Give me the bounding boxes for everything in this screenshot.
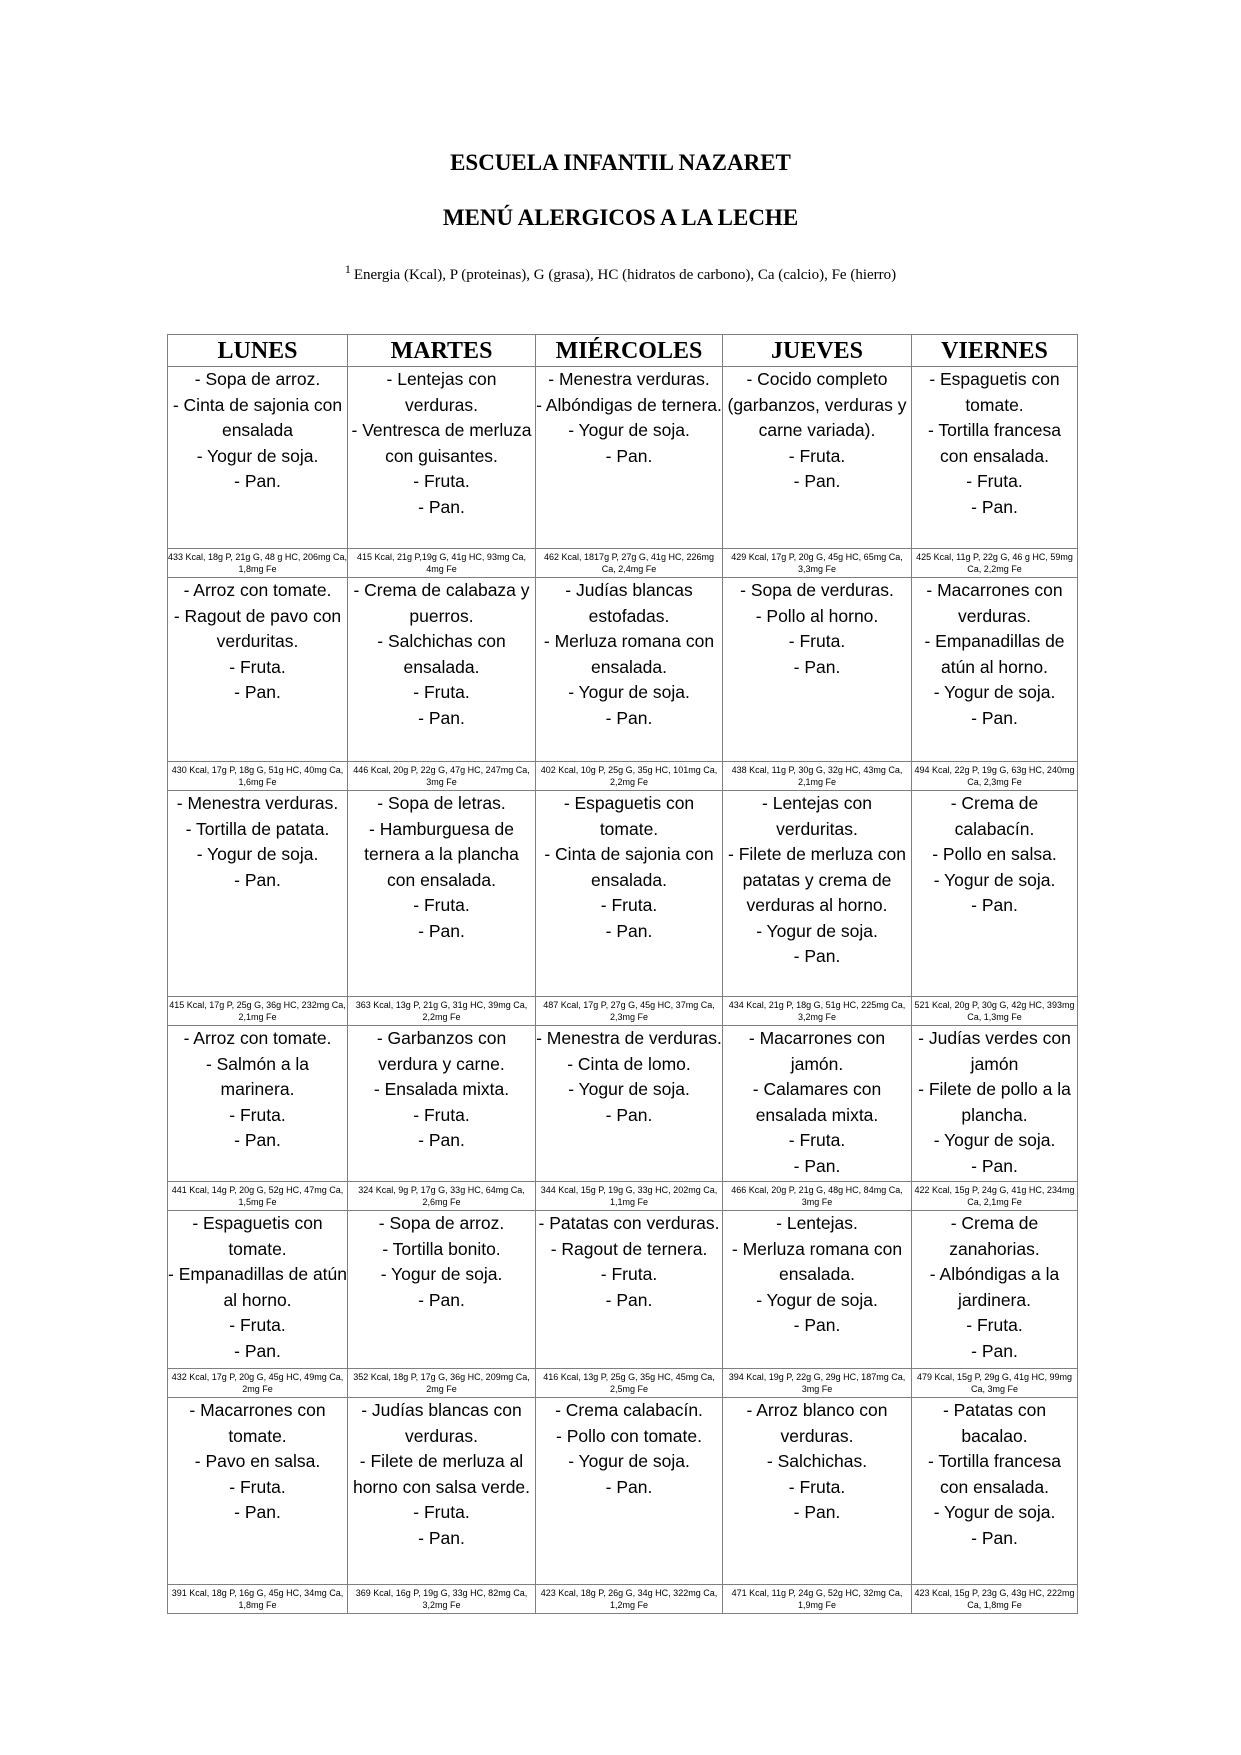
meal-item: - Macarrones con tomate.	[189, 1400, 326, 1446]
meal-item: - Garbanzos con verdura y carne.	[376, 1028, 507, 1074]
nutrition-cell: 369 Kcal, 16g P, 19g G, 33g HC, 82mg Ca, 3,2mg Fe	[348, 1585, 536, 1614]
day-header-martes: MARTES	[348, 335, 536, 367]
nutrition-cell: 438 Kcal, 11g P, 30g G, 32g HC, 43mg Ca, 2,1mg Fe	[723, 762, 912, 791]
meal-item: - Pollo en salsa.	[932, 844, 1057, 864]
meal-cell	[168, 578, 348, 762]
meal-item: - Pan.	[971, 496, 1018, 517]
meal-item: - Pavo en salsa.	[194, 1451, 321, 1471]
day-header-lunes: LUNES	[168, 335, 348, 367]
meal-cell	[536, 578, 723, 762]
meal-row	[168, 578, 1078, 762]
meal-item: - Pan.	[793, 656, 841, 677]
meal-item: - Fruta.	[600, 1264, 658, 1284]
meal-item: - Filete de pollo a la plancha.	[918, 1079, 1071, 1125]
meal-item: - Pan.	[234, 1502, 281, 1522]
meal-item: - Merluza romana con ensalada.	[731, 1238, 903, 1284]
nutrition-row	[168, 549, 1078, 578]
nutrition-cell: 466 Kcal, 20g P, 21g G, 48g HC, 84mg Ca, 3mg Fe	[723, 1182, 912, 1211]
nutrition-row	[168, 1182, 1078, 1211]
meal-item: - Pan.	[971, 1155, 1018, 1176]
meal-item: - Calamares con ensalada mixta.	[752, 1079, 882, 1125]
menu-table	[167, 334, 1078, 1614]
meal-item: - Fruta.	[966, 1315, 1023, 1335]
meal-item: - Pan.	[418, 1130, 465, 1150]
nutrition-cell: 462 Kcal, 1817g P, 27g G, 41g HC, 226mg Ca, 2,4mg Fe	[536, 549, 723, 578]
meal-item: - Cinta de lomo.	[567, 1053, 691, 1074]
meal-item: - Lentejas con verduras.	[386, 369, 497, 415]
meal-item: - Pan.	[418, 920, 465, 941]
meal-item: - Pan.	[605, 707, 653, 728]
nutrition-row	[168, 1369, 1078, 1398]
meal-item: - Filete de merluza con patatas y crema de verduras al horno.	[728, 844, 906, 915]
meal-item: - Yogur de soja.	[933, 1502, 1056, 1522]
meal-item: - Fruta.	[966, 471, 1023, 491]
meal-item: - Menestra verduras.	[548, 369, 710, 389]
meal-cell	[723, 791, 912, 997]
meal-item: - Salchichas con ensalada.	[377, 631, 506, 677]
school-name: ESCUELA INFANTIL NAZARET	[450, 150, 791, 175]
meal-item: - Patatas con bacalao.	[942, 1400, 1047, 1446]
meal-cell	[723, 367, 912, 549]
nutrition-row	[168, 1585, 1078, 1614]
meal-row	[168, 1026, 1078, 1182]
meal-item: - Pan.	[793, 471, 841, 491]
nutrition-cell: 432 Kcal, 17g P, 20g G, 45g HC, 49mg Ca, 2mg Fe	[168, 1369, 348, 1398]
meal-item: - Fruta.	[788, 1130, 846, 1150]
meal-item: - Lentejas.	[776, 1213, 858, 1233]
nutrition-cell: 487 Kcal, 17g P, 27g G, 45g HC, 37mg Ca, 2,3mg Fe	[536, 997, 723, 1026]
meal-item: - Pan.	[234, 869, 281, 890]
meal-item: - Salmón a la marinera.	[205, 1053, 310, 1099]
nutrition-cell: 521 Kcal, 20g P, 30g G, 42g HC, 393mg Ca, 1,3mg Fe	[912, 997, 1078, 1026]
meal-item: - Yogur de soja.	[568, 420, 690, 440]
meal-item: - Tortilla bonito.	[382, 1238, 501, 1259]
meal-row	[168, 367, 1078, 549]
meal-cell	[912, 1398, 1078, 1585]
meal-item: - Pan.	[793, 1315, 841, 1335]
meal-cell	[536, 791, 723, 997]
meal-item: - Tortilla de patata.	[185, 818, 330, 839]
nutrition-cell: 433 Kcal, 18g P, 21g G, 48 g HC, 206mg Ca, 1,8mg Fe	[168, 549, 348, 578]
meal-cell	[536, 1026, 723, 1182]
nutrition-cell: 423 Kcal, 18g P, 26g G, 34g HC, 322mg Ca, 1,2mg Fe	[536, 1585, 723, 1614]
meal-item: - Yogur de soja.	[196, 445, 319, 466]
meal-item: - Pollo al horno.	[755, 605, 879, 626]
meal-item: - Pan.	[605, 1476, 653, 1497]
nutrition-cell: 415 Kcal, 21g P,19g G, 41g HC, 93mg Ca, 4mg Fe	[348, 549, 536, 578]
nutrition-cell: 391 Kcal, 18g P, 16g G, 45g HC, 34mg Ca, 1,8mg Fe	[168, 1585, 348, 1614]
meal-item: - Yogur de soja.	[933, 1130, 1056, 1150]
meal-cell	[536, 367, 723, 549]
meal-item: - Fruta.	[229, 1476, 286, 1497]
meal-item: - Fruta.	[788, 1476, 846, 1497]
meal-item: - Yogur de soja.	[568, 1451, 690, 1471]
nutrition-cell: 416 Kcal, 13g P, 25g G, 35g HC, 45mg Ca, 2,5mg Fe	[536, 1369, 723, 1398]
nutrition-cell: 363 Kcal, 13g P, 21g G, 31g HC, 39mg Ca, 2,2mg Fe	[348, 997, 536, 1026]
meal-item: - Pan.	[793, 946, 841, 966]
meal-cell	[348, 1026, 536, 1182]
footnote-text: Energia (Kcal), P (proteinas), G (grasa), HC (hidratos de carbono), Ca (calcio), Fe (hierro)	[353, 267, 897, 283]
nutrition-cell: 430 Kcal, 17g P, 18g G, 51g HC, 40mg Ca, 1,6mg Fe	[168, 762, 348, 791]
meal-item: - Pan.	[793, 1155, 841, 1176]
meal-item: - Cocido completo (garbanzos, verduras y carne variada).	[727, 369, 907, 440]
meal-item: - Yogur de soja.	[756, 1289, 878, 1310]
meal-cell	[168, 1211, 348, 1369]
meal-item: - Ragout de pavo con verduritas.	[173, 605, 342, 651]
nutrition-cell: 352 Kcal, 18g P, 17g G, 36g HC, 209mg Ca, 2mg Fe	[348, 1369, 536, 1398]
nutrition-footnote	[0, 262, 1241, 284]
meal-cell	[723, 1211, 912, 1369]
meal-cell	[168, 1026, 348, 1182]
menu-body	[168, 367, 1078, 1614]
meal-item: - Menestra de verduras.	[536, 1028, 722, 1048]
meal-item: - Lentejas con verduritas.	[762, 793, 872, 839]
meal-item: - Fruta.	[229, 1315, 286, 1335]
meal-item: - Sopa de letras.	[377, 793, 506, 813]
meal-item: - Fruta.	[413, 895, 470, 915]
meal-item: - Cinta de sajonia con ensalada	[172, 394, 343, 440]
meal-item: - Fruta.	[413, 471, 470, 491]
meal-item: - Yogur de soja.	[568, 1079, 690, 1099]
meal-cell	[348, 578, 536, 762]
meal-item: - Pan.	[418, 496, 465, 517]
meal-item: - Yogur de soja.	[756, 920, 878, 941]
meal-cell	[723, 578, 912, 762]
meal-item: - Salchichas.	[766, 1451, 868, 1471]
meal-cell	[912, 367, 1078, 549]
meal-item: - Empanadillas de atún al horno.	[924, 631, 1065, 677]
meal-item: - Espaguetis con tomate.	[929, 369, 1060, 415]
meal-item: - Pan.	[605, 920, 653, 941]
meal-item: - Patatas con verduras.	[538, 1213, 720, 1233]
meal-item: - Tortilla francesa con ensalada.	[928, 1451, 1061, 1497]
meal-item: - Fruta.	[413, 1104, 470, 1125]
meal-item: - Macarrones con verduras.	[926, 580, 1063, 626]
meal-cell	[348, 791, 536, 997]
nutrition-row	[168, 997, 1078, 1026]
meal-item: - Crema de zanahorias.	[949, 1213, 1040, 1259]
meal-item: - Sopa de arroz.	[194, 369, 321, 389]
meal-item: - Arroz con tomate.	[183, 580, 332, 600]
day-header-jueves: JUEVES	[723, 335, 912, 367]
meal-item: - Fruta.	[413, 682, 470, 702]
meal-item: - Arroz blanco con verduras.	[746, 1400, 888, 1446]
nutrition-cell: 344 Kcal, 15g P, 19g G, 33g HC, 202mg Ca, 1,1mg Fe	[536, 1182, 723, 1211]
meal-item: - Pan.	[605, 445, 653, 466]
nutrition-cell: 434 Kcal, 21g P, 18g G, 51g HC, 225mg Ca, 3,2mg Fe	[723, 997, 912, 1026]
meal-item: - Empanadillas de atún al horno.	[168, 1264, 347, 1310]
meal-item: - Menestra verduras.	[176, 793, 339, 813]
meal-item: - Ragout de ternera.	[550, 1238, 708, 1259]
nutrition-cell: 423 Kcal, 15g P, 23g G, 43g HC, 222mg Ca, 1,8mg Fe	[912, 1585, 1078, 1614]
meal-cell	[168, 367, 348, 549]
meal-item: - Tortilla francesa con ensalada.	[928, 420, 1061, 466]
meal-item: - Sopa de arroz.	[378, 1213, 505, 1233]
meal-item: - Pan.	[605, 1104, 653, 1125]
meal-cell	[912, 578, 1078, 762]
meal-cell	[912, 791, 1078, 997]
meal-item: - Fruta.	[229, 1104, 286, 1125]
meal-item: - Crema calabacín.	[555, 1400, 703, 1420]
day-header-viernes: VIERNES	[912, 335, 1078, 367]
meal-item: - Hamburguesa de ternera a la plancha con ensalada.	[364, 818, 519, 890]
nutrition-cell: 471 Kcal, 11g P, 24g G, 52g HC, 32mg Ca, 1,9mg Fe	[723, 1585, 912, 1614]
meal-item: - Pan.	[418, 1527, 465, 1548]
nutrition-cell: 479 Kcal, 15g P, 29g G, 41g HC, 99mg Ca, 3mg Fe	[912, 1369, 1078, 1398]
meal-item: - Fruta.	[229, 656, 286, 677]
meal-item: - Judías blancas con verduras.	[361, 1400, 522, 1446]
meal-item: - Fruta.	[788, 445, 846, 466]
meal-item: - Fruta.	[413, 1502, 470, 1522]
meal-item: - Yogur de soja.	[380, 1264, 503, 1284]
day-header-miercoles: MIÉRCOLES	[536, 335, 723, 367]
meal-item: - Espaguetis con tomate.	[563, 793, 695, 839]
meal-row	[168, 791, 1078, 997]
meal-item: - Cinta de sajonia con ensalada.	[544, 844, 714, 890]
meal-cell	[912, 1211, 1078, 1369]
meal-item: - Pan.	[418, 1289, 465, 1310]
meal-item: - Ensalada mixta.	[373, 1079, 510, 1099]
meal-item: - Pan.	[234, 1340, 281, 1361]
meal-item: - Pan.	[793, 1502, 841, 1522]
nutrition-cell: 324 Kcal, 9g P, 17g G, 33g HC, 64mg Ca, 2,6mg Fe	[348, 1182, 536, 1211]
meal-cell	[536, 1398, 723, 1585]
meal-item: - Fruta.	[788, 631, 846, 651]
nutrition-cell: 429 Kcal, 17g P, 20g G, 45g HC, 65mg Ca, 3,3mg Fe	[723, 549, 912, 578]
nutrition-cell: 415 Kcal, 17g P, 25g G, 36g HC, 232mg Ca, 2,1mg Fe	[168, 997, 348, 1026]
meal-item: - Pan.	[971, 1340, 1018, 1361]
menu-title: MENÚ ALERGICOS A LA LECHE	[442, 205, 799, 230]
meal-item: - Judías verdes con jamón	[918, 1028, 1071, 1074]
meal-item: - Pollo con tomate.	[556, 1425, 702, 1446]
meal-item: - Macarrones con jamón.	[748, 1028, 886, 1074]
meal-cell	[723, 1398, 912, 1585]
meal-item: - Judías blancas estofadas.	[565, 580, 693, 626]
meal-cell	[168, 1398, 348, 1585]
meal-item: - Filete de merluza al horno con salsa verde.	[352, 1451, 531, 1497]
meal-item: - Yogur de soja.	[933, 682, 1056, 702]
meal-item: - Arroz con tomate.	[183, 1028, 332, 1048]
meal-item: - Pan.	[418, 707, 465, 728]
meal-item: - Pan.	[971, 1527, 1018, 1548]
meal-item: - Albóndigas de ternera.	[536, 394, 722, 415]
meal-item: - Pan.	[234, 1130, 281, 1150]
nutrition-cell: 394 Kcal, 19g P, 22g G, 29g HC, 187mg Ca, 3mg Fe	[723, 1369, 912, 1398]
meal-item: - Pan.	[971, 707, 1018, 728]
footnote-mark: 1	[344, 262, 351, 276]
meal-item: - Pan.	[971, 895, 1018, 915]
meal-item: - Crema de calabaza y puerros.	[353, 580, 530, 626]
nutrition-cell: 422 Kcal, 15g P, 24g G, 41g HC, 234mg Ca, 2,1mg Fe	[912, 1182, 1078, 1211]
nutrition-cell: 425 Kcal, 11g P, 22g G, 46 g HC, 59mg Ca, 2,2mg Fe	[912, 549, 1078, 578]
meal-row	[168, 1398, 1078, 1585]
meal-item: - Yogur de soja.	[196, 844, 319, 864]
nutrition-cell: 446 Kcal, 20g P, 22g G, 47g HC, 247mg Ca, 3mg Fe	[348, 762, 536, 791]
nutrition-cell: 441 Kcal, 14g P, 20g G, 52g HC, 47mg Ca, 1,5mg Fe	[168, 1182, 348, 1211]
meal-item: - Pan.	[234, 471, 281, 491]
meal-row	[168, 1211, 1078, 1369]
meal-item: - Crema de calabacín.	[950, 793, 1039, 839]
day-header-row	[168, 335, 1078, 367]
meal-item: - Pan.	[234, 682, 281, 702]
meal-cell	[348, 1398, 536, 1585]
meal-item: - Albóndigas a la jardinera.	[929, 1264, 1060, 1310]
meal-cell	[348, 367, 536, 549]
nutrition-cell: 402 Kcal, 10g P, 25g G, 35g HC, 101mg Ca, 2,2mg Fe	[536, 762, 723, 791]
meal-item: - Merluza romana con ensalada.	[543, 631, 715, 677]
meal-item: - Pan.	[605, 1289, 653, 1310]
meal-item: - Ventresca de merluza con guisantes.	[351, 420, 532, 466]
meal-item: - Yogur de soja.	[568, 682, 690, 702]
nutrition-cell: 494 Kcal, 22g P, 19g G, 63g HC, 240mg Ca, 2,3mg Fe	[912, 762, 1078, 791]
meal-item: - Espaguetis con tomate.	[192, 1213, 323, 1259]
meal-cell	[912, 1026, 1078, 1182]
meal-item: - Yogur de soja.	[933, 869, 1056, 890]
meal-item: - Fruta.	[600, 895, 658, 915]
meal-cell	[723, 1026, 912, 1182]
meal-item: - Sopa de verduras.	[740, 580, 894, 600]
meal-cell	[168, 791, 348, 997]
meal-cell	[348, 1211, 536, 1369]
nutrition-row	[168, 762, 1078, 791]
meal-cell	[536, 1211, 723, 1369]
